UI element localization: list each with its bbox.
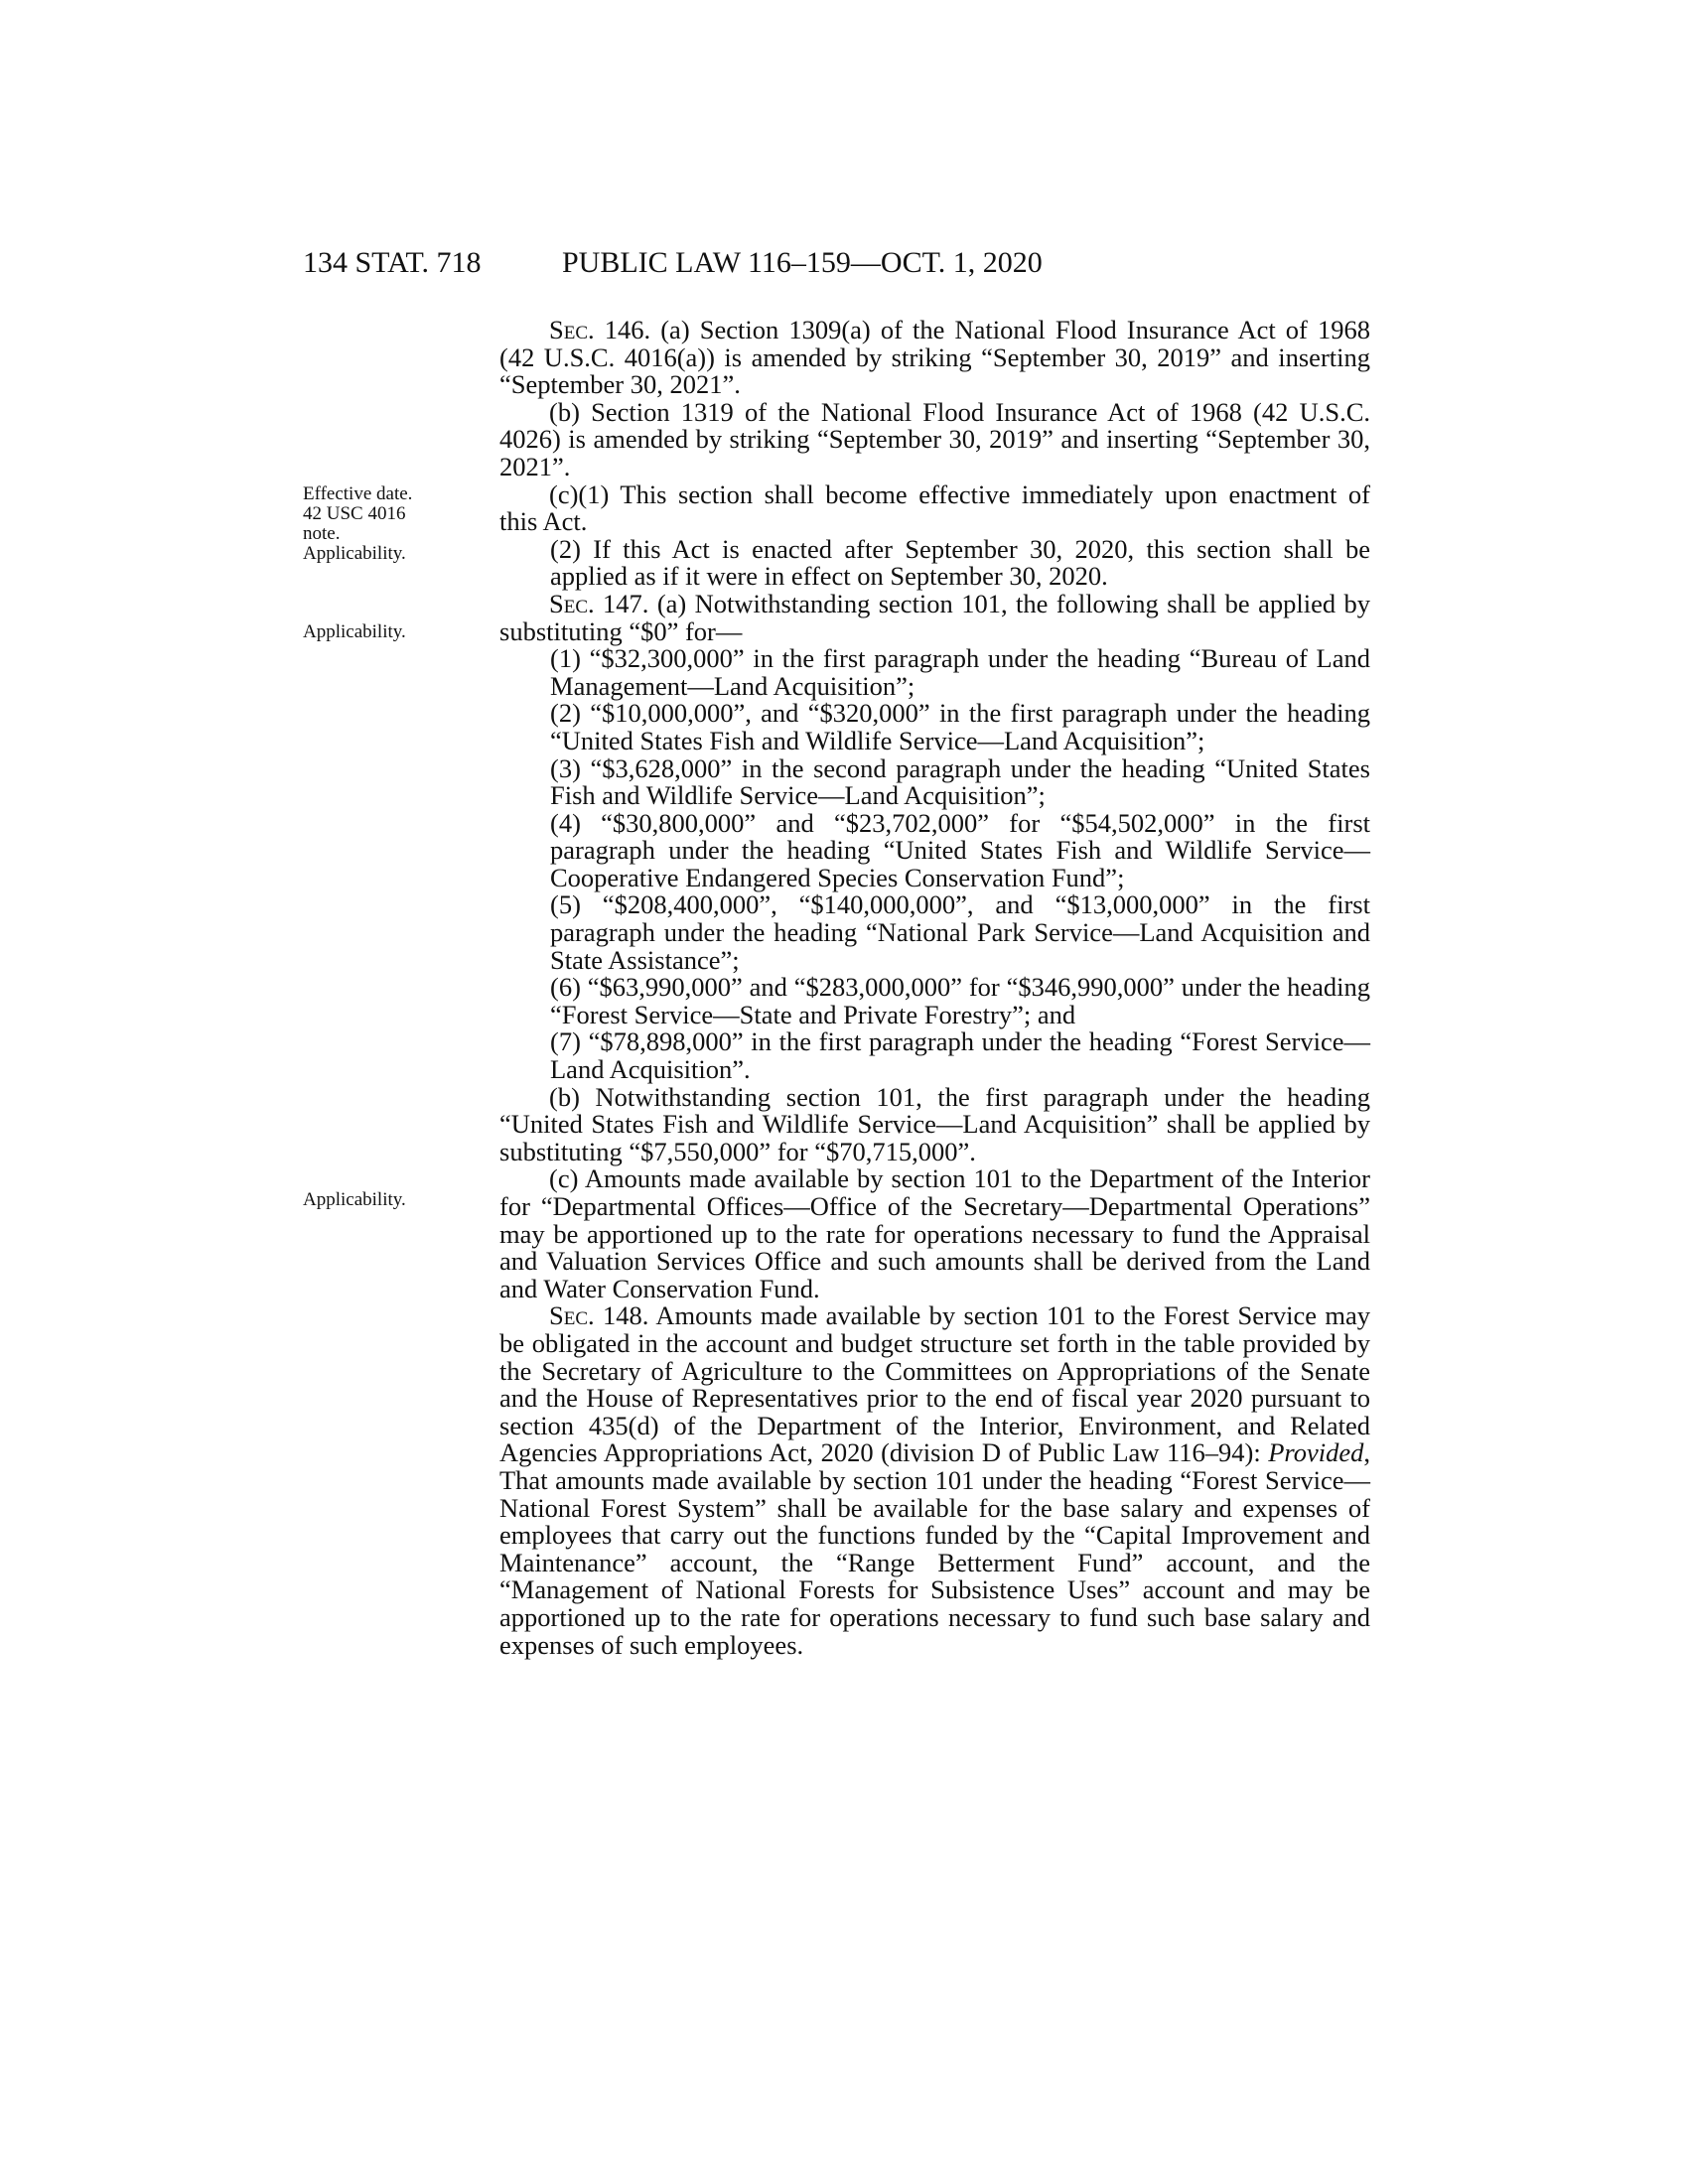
- margin-note-applicability: Applicability.: [303, 1189, 406, 1210]
- margin-note-effective-date: [303, 484, 412, 564]
- margin-note-line: 42 USC 4016: [303, 503, 406, 524]
- section-146-a: [499, 317, 1370, 399]
- section-146-c2: (2) If this Act is enacted after September 30, 2020, this section shall be applied as if it were in effect on September 30, 2020.: [550, 533, 1370, 592]
- section-147-a7: (7) “$78,898,000” in the first paragraph under the heading “Forest Service—Land Acquisition”.: [550, 1026, 1370, 1085]
- section-label: Sec. 148.: [549, 1300, 649, 1331]
- section-147-a: [499, 588, 1370, 646]
- section-147-c: (c) Amounts made available by section 101 to the Department of the Interior for “Departmental Offices—Office of the Secretary—Departmental Operations” may be apportioned up to the rate for operations necessary to fund the Appraisal and Valuation Services Office and such amounts shall be derived from the Land and Water Conservation Fund.: [499, 1163, 1370, 1303]
- paragraph-text: (a) Notwithstanding section 101, the following shall be applied by substituting “$0” for—: [499, 588, 1370, 646]
- section-147-b: (b) Notwithstanding section 101, the first paragraph under the heading “United States Fish and Wildlife Service—Land Acquisition” shall be applied by substituting “$7,550,000” for “$70,715,000”.: [499, 1081, 1370, 1166]
- paragraph-text: (a) Section 1309(a) of the National Flood Insurance Act of 1968 (42 U.S.C. 4016(a)) is amended by striking “September 30, 2019” and inserting “September 30, 2021”.: [499, 315, 1370, 400]
- section-label: Sec. 147.: [549, 588, 649, 618]
- section-147-a5: (5) “$208,400,000”, “$140,000,000”, and “$13,000,000” in the first paragraph under the heading “National Park Service—Land Acquisition and State Assistance”;: [550, 889, 1370, 975]
- provided-term: Provided: [1268, 1437, 1364, 1468]
- paragraph-text: , That amounts made available by section 101 under the heading “Forest Service—National Forest System” shall be available for the base salary and expenses of employees that carry out the functions funded by the “Capital Improvement and Maintenance” account, the “Range Betterment Fund” account, and the “Management of National Forests for Subsistence Uses” account and may be apportioned up to the rate for operations necessary to fund such base salary and expenses of such employees.: [499, 1437, 1370, 1660]
- section-147-a3: (3) “$3,628,000” in the second paragraph under the heading “United States Fish and Wildlife Service—Land Acquisition”;: [550, 752, 1370, 811]
- section-147-a1: (1) “$32,300,000” in the first paragraph under the heading “Bureau of Land Management—Land Acquisition”;: [550, 643, 1370, 701]
- document-body: [499, 317, 1370, 1659]
- section-147-a2: (2) “$10,000,000”, and “$320,000” in the first paragraph under the heading “United States Fish and Wildlife Service—Land Acquisition”;: [550, 698, 1370, 755]
- section-148: [499, 1302, 1370, 1659]
- statute-page-number: 134 STAT. 718: [303, 246, 482, 279]
- section-label: Sec. 146.: [549, 315, 651, 344]
- section-147-a4: (4) “$30,800,000” and “$23,702,000” for “$54,502,000” in the first paragraph under the heading “United States Fish and Wildlife Service—Cooperative Endangered Species Conservation Fund”;: [550, 807, 1370, 892]
- margin-note-line: Effective date.: [303, 483, 413, 504]
- margin-note-line: Applicability.: [303, 543, 406, 564]
- section-147-a6: (6) “$63,990,000” and “$283,000,000” for “$346,990,000” under the heading “Forest Service—State and Private Forestry”; and: [550, 972, 1370, 1029]
- margin-note-line: note.: [303, 523, 341, 544]
- page-header: [0, 246, 1688, 286]
- section-146-b: (b) Section 1319 of the National Flood Insurance Act of 1968 (42 U.S.C. 4026) is amended by striking “September 30, 2019” and inserting “September 30, 2021”.: [499, 396, 1370, 481]
- paragraph-text: Amounts made available by section 101 to the Forest Service may be obligated in the account and budget structure set forth in the table provided by the Secretary of Agriculture to the Committees on Appropriations of the Senate and the House of Representatives prior to the end of fiscal year 2020 pursuant to section 435(d) of the Department of the Interior, Environment, and Related Agencies Appropriations Act, 2020 (division D of Public Law 116–94):: [499, 1300, 1370, 1468]
- section-146-c1: (c)(1) This section shall become effective immediately upon enactment of this Act.: [499, 478, 1370, 537]
- margin-note-applicability: Applicability.: [303, 621, 406, 642]
- page-title: PUBLIC LAW 116–159—OCT. 1, 2020: [562, 246, 1043, 279]
